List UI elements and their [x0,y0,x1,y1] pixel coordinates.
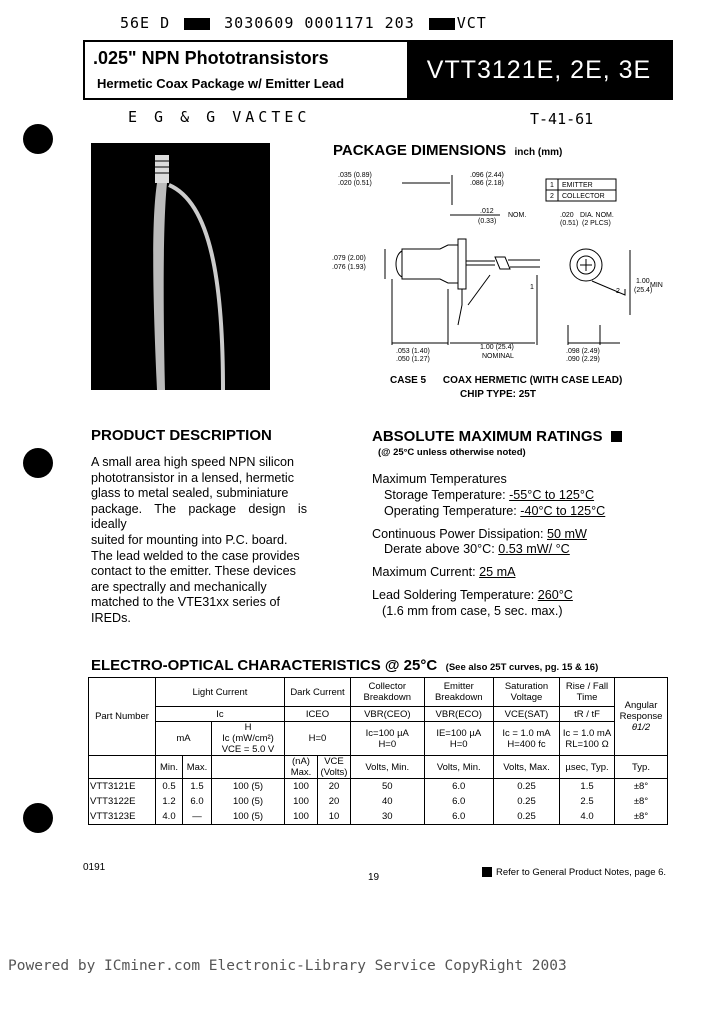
max-current [372,565,515,579]
dim-d5b: .050 (1.27) [396,356,430,363]
s-vbreco: VBR(ECO) [424,707,493,722]
dim-d4a: .079 (2.00) [332,255,366,262]
solder-label: Lead Soldering Temperature: [372,588,535,602]
note-square-icon [611,431,622,442]
package-dimensions-heading [333,142,562,160]
row2-rise: 2.5 [560,794,615,809]
footer-code: 0191 [83,862,106,873]
black-bar-2 [429,18,455,30]
dim-d5a: .053 (1.40) [396,348,430,355]
c-rl: RL=100 Ω [565,738,609,750]
storage-temp [384,488,594,502]
row3-max: — [183,809,212,825]
derate-value: 0.53 mW/ °C [498,542,570,556]
desc-line-7: contact to the emitter. These devices [91,564,296,579]
desc-line-1: A small area high speed NPN silicon [91,455,295,469]
storage-temp-value: -55°C to 125°C [509,488,595,502]
row2-cond: 100 (5) [212,794,285,809]
s-vbrceo: VBR(CEO) [351,707,425,722]
pin-1: 1 [550,182,554,189]
derate [384,542,570,556]
desc-line-3: glass to metal sealed, subminiature [91,486,289,501]
dim-nom: NOM. [508,212,527,219]
company-name: E G & G VACTEC [128,108,311,126]
u-na [285,756,318,779]
h-sat: Saturation Voltage [493,678,559,707]
c-vce: VCE = 5.0 V [221,744,275,755]
h-dark: Dark Current [285,678,351,707]
row1-cond: 100 (5) [212,779,285,795]
dim-d1b: .020 (0.51) [338,180,372,187]
c-rise [560,722,615,756]
row3-dark: 100 [285,809,318,825]
dim-d6b: NOMINAL [482,353,514,360]
row1-vce: 20 [318,779,351,795]
c-emit [424,722,493,756]
row3-min: 4.0 [156,809,183,825]
max-temp-label: Maximum Temperatures [372,472,507,486]
current-value: 25 mA [479,565,516,579]
eo-heading [91,657,598,675]
binder-hole-2 [23,448,53,478]
table-row [89,794,668,809]
header-box [83,40,673,100]
c-light-cond [212,722,285,756]
product-description-text [91,455,307,627]
h-ang-symbol: θ1/2 [631,722,651,733]
table-row [89,779,668,795]
page-number: 19 [368,872,380,883]
phototransistor-image [91,143,270,390]
h-rise: Rise / Fall Time [560,678,615,707]
row2-min: 1.2 [156,794,183,809]
u-min: Min. [156,756,183,779]
desc-line-6: The lead welded to the case provides [91,548,300,563]
c-hz3: H=0 [449,738,468,750]
binder-hole-1 [23,124,53,154]
c-h: H [244,722,252,733]
row1-sat: 0.25 [493,779,559,795]
dim-d4b: .076 (1.93) [332,264,366,271]
case-description: COAX HERMETIC (WITH CASE LEAD) [442,375,623,386]
row3-ang: ±8° [615,809,668,825]
row2-ang: ±8° [615,794,668,809]
doc-title: .025" NPN Phototransistors [93,48,329,68]
lead-1-label: 1 [530,284,534,291]
solder-value: 260°C [537,588,573,602]
u-vmin: Volts, Min. [351,756,425,779]
u-max: Max. [183,756,212,779]
dim-d7a: .098 (2.49) [566,348,600,355]
eo-note: (See also 25T curves, pg. 15 & 16) [445,662,599,673]
pin-2-label: COLLECTOR [562,193,605,200]
ratings-heading [372,428,622,446]
operating-temp-value: -40°C to 125°C [520,504,606,518]
package-unit: inch (mm) [514,147,563,158]
binder-hole-3 [23,803,53,833]
black-bar-1 [184,18,210,30]
row2-coll: 40 [351,794,425,809]
dim-d8c: (0.51) [560,220,579,227]
dim-d8d: (2 PLCS) [582,220,611,227]
u-vce: VCE [324,756,344,767]
dim-d9a: 1.00 [636,278,650,285]
u-vce-col [318,756,351,779]
row1-coll: 50 [351,779,425,795]
row3-emit: 6.0 [424,809,493,825]
footer-note [482,867,666,878]
solder-note: (1.6 mm from case, 5 sec. max.) [382,604,563,618]
ratings-title: ABSOLUTE MAXIMUM RATINGS [372,428,603,445]
pin-2: 2 [550,193,554,200]
solder-temp [372,588,573,602]
c-coll [351,722,425,756]
desc-line-9: matched to the VTE31xx series of [91,595,280,610]
eo-table [88,677,668,825]
u-na-label: (nA) [292,756,310,767]
ratings-condition: (@ 25°C unless otherwise noted) [378,447,526,458]
u-vmax: Volts, Max. [493,756,559,779]
desc-line-8: are spectrally and mechanically [91,579,267,594]
operating-temp [384,504,605,518]
row2-dark: 100 [285,794,318,809]
doc-subtitle: Hermetic Coax Package w/ Emitter Lead [97,76,345,91]
table-row [89,809,668,825]
doc-code: T-41-61 [530,110,594,128]
row3-part: VTT3123E [89,809,156,825]
c-cond: Ic (mW/cm²) [222,733,274,744]
row2-sat: 0.25 [493,794,559,809]
part-number-banner: VTT3121E, 2E, 3E [407,42,671,98]
dim-d7b: .090 (2.29) [566,356,600,363]
dim-d1a: .035 (0.89) [338,172,372,179]
product-photo [91,143,270,390]
lead-2-label: 2 [616,288,620,295]
row3-vce: 10 [318,809,351,825]
chip-type: CHIP TYPE: 25T [460,389,536,400]
top-code-line [120,14,501,32]
u-volts: (Volts) [320,767,348,778]
desc-line-5: suited for mounting into P.C. board. [91,532,288,547]
package-drawing [330,165,675,365]
row2-emit: 6.0 [424,794,493,809]
dim-d2a: .096 (2.44) [470,172,504,179]
product-description-title: PRODUCT DESCRIPTION [91,427,272,444]
power-dissipation [372,527,587,541]
row3-coll: 30 [351,809,425,825]
row3-rise: 4.0 [560,809,615,825]
row2-vce: 20 [318,794,351,809]
dim-d8a: .020 [560,212,574,219]
package-title: PACKAGE DIMENSIONS [333,142,507,159]
power-label: Continuous Power Dissipation: [372,527,544,541]
u-blank [89,756,156,779]
storage-temp-label: Storage Temperature: [384,488,506,502]
h-ang-label: Angular Response [619,700,663,722]
derate-label: Derate above 30°C: [384,542,495,556]
c-ic100: Ic=100 µA [365,727,409,739]
row2-max: 6.0 [183,794,212,809]
power-value: 50 mW [547,527,587,541]
footer-note-text: Refer to General Product Notes, page 6. [496,867,667,878]
eo-title: ELECTRO-OPTICAL CHARACTERISTICS @ 25°C [91,657,438,674]
c-hz2: H=0 [378,738,397,750]
case-label: CASE 5 [390,375,427,386]
row1-part: VTT3121E [89,779,156,795]
pin-1-label: EMITTER [562,182,593,189]
row1-rise: 1.5 [560,779,615,795]
s-ic: Ic [156,707,285,722]
c-ie100: IE=100 µA [436,727,482,739]
row1-dark: 100 [285,779,318,795]
operating-temp-label: Operating Temperature: [384,504,517,518]
row1-max: 1.5 [183,779,212,795]
row1-min: 0.5 [156,779,183,795]
dim-d3b: (0.33) [478,218,497,225]
c-hz: H=0 [285,722,351,756]
dim-d8b: DIA. NOM. [580,212,614,219]
dim-d2b: .086 (2.18) [470,180,504,187]
current-label: Maximum Current: [372,565,476,579]
desc-line-2: phototransistor in a lensed, hermetic [91,470,295,485]
u-vmin2: Volts, Min. [424,756,493,779]
dim-d6a: 1.00 (25.4) [480,344,514,351]
u-max2: Max. [290,767,312,778]
c-sat [493,722,559,756]
row2-part: VTT3122E [89,794,156,809]
credit-line: Powered by ICminer.com Electronic-Library Service CopyRight 2003 [8,958,567,974]
h-angular [615,678,668,756]
desc-line-10: IREDs. [91,610,131,625]
case-line [390,375,622,386]
c-ma: mA [156,722,212,756]
h-emit: Emitter Breakdown [424,678,493,707]
top-code-a: 56E D [120,14,171,32]
c-ic1b: Ic = 1.0 mA [562,727,612,739]
c-ic1: Ic = 1.0 mA [502,727,551,739]
s-iceo: ICEO [285,707,351,722]
top-code-c: VCT [456,14,487,32]
dim-d9c: MIN [650,282,663,289]
row3-sat: 0.25 [493,809,559,825]
h-coll: Collector Breakdown [351,678,425,707]
row1-emit: 6.0 [424,779,493,795]
dim-d9b: (25.4) [634,287,653,294]
s-tr: tR / tF [560,707,615,722]
note-square-icon-2 [482,867,492,877]
u-typ: Typ. [615,756,668,779]
s-vcesat: VCE(SAT) [493,707,559,722]
c-h400: H=400 fc [507,738,546,750]
dim-d3a: .012 [480,208,494,215]
top-code-b: 3030609 0001171 203 [224,14,415,32]
u-usec: µsec, Typ. [560,756,615,779]
h-part: Part Number [89,678,156,756]
h-light: Light Current [156,678,285,707]
u-cond-blank [212,756,285,779]
desc-line-4: package. The package design is ideally [91,501,307,532]
row1-ang: ±8° [615,779,668,795]
row3-cond: 100 (5) [212,809,285,825]
